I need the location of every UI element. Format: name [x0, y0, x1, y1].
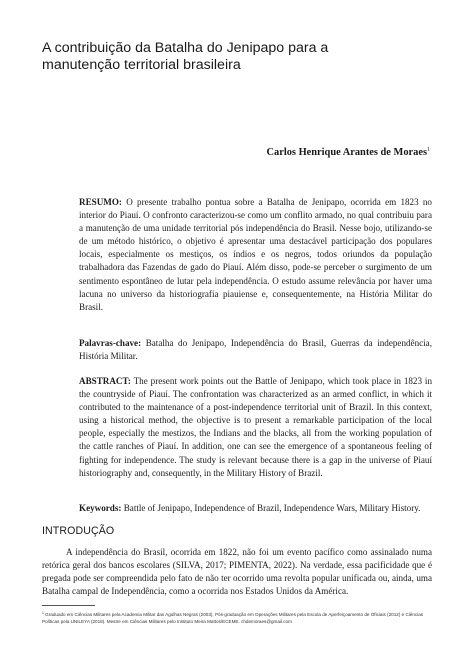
abstract-paragraph	[79, 375, 432, 480]
palavras-chave-text: Batalha do Jenipapo, Independência do Brasil, Guerras da independência, História Militar.	[79, 338, 432, 362]
footnote-divider	[42, 605, 95, 606]
section-heading-introducao: INTRODUÇÃO	[42, 525, 115, 537]
resumo-label: RESUMO:	[79, 197, 122, 207]
palavras-chave-paragraph	[79, 337, 432, 363]
footnote-text: Graduado em Ciências Militares pela Academia Militar das Agulhas Negras (2003), Pós-graduação em Operações Militares pela Escola de Aperfeiçoamento de Oficiais (2012) e Ciências Políticas pela UNILEYA (2018). Mestre em Ciências Militares pelo Instituto Meira Mattos/ECEME. chdemoraes@gmail.com	[42, 612, 424, 624]
footnote	[42, 610, 434, 625]
keywords-label: Keywords:	[79, 503, 122, 513]
author-footnote-mark: 1	[427, 147, 430, 153]
footnote-mark: 1	[42, 611, 44, 615]
keywords-paragraph	[79, 502, 432, 515]
resumo-paragraph	[79, 196, 432, 314]
abstract-text: The present work points out the Battle of Jenipapo, which took place in 1823 in the countryside of Piauí. The confrontation was characterized as an armed conflict, in which it contributed to the maintenance of a post-independence territorial unit of Brazil. In this context, using a historical method, the objective is to present a remarkable participation of the local people, especially the mestizos, the Indians and the blacks, all from the working population of the cattle ranches of Piauí. In addition, one can see the emergence of a spontaneous feeling of fighting for independence. The study is relevant because there is a gap in the universe of Piauí historiography and, consequently, in the Military History of Brazil.	[79, 376, 432, 478]
author-line	[267, 147, 430, 158]
palavras-chave-label: Palavras-chave:	[79, 338, 142, 348]
author-name: Carlos Henrique Arantes de Moraes	[266, 147, 427, 158]
paper-title: A contribuição da Batalha do Jenipapo para a manutenção territorial brasileira	[42, 40, 329, 73]
intro-paragraph: A independência do Brasil, ocorrida em 1822, não foi um evento pacífico como assinalado numa retórica geral dos bancos escolares (SILVA, 2017; PIMENTA, 2022). Na verdade, essa pacificidade que é pregada pode ser compreendida pelo fato de não ter ocorrido uma revolta popular unificada ou, ainda, uma Batalha campal de Independência, como a ocorrida nos Estados Unidos da América.	[42, 547, 432, 597]
keywords-text: Battle of Jenipapo, Independence of Brazil, Independence Wars, Military History.	[123, 503, 421, 513]
abstract-label: ABSTRACT:	[79, 376, 131, 386]
resumo-text: O presente trabalho pontua sobre a Batalha de Jenipapo, ocorrida em 1823 no interior do Piauí. O confronto caracterizou-se como um conflito armado, no qual contribuiu para a manutenção de uma unidade territorial pós independência do Brasil. Nesse bojo, utilizando-se de um método histórico, o objetivo é apresentar uma destacável participação dos populares locais, especialmente os mestiços, os índios e os negros, todos oriundos da população trabalhadora das Fazendas de gado do Piauí. Além disso, pode-se perceber o surgimento de um sentimento espontâneo de lutar pela independência. O estudo assume relevância por haver uma lacuna no universo da historiografia piauiense e, consequentemente, na História Militar do Brasil.	[79, 197, 432, 312]
